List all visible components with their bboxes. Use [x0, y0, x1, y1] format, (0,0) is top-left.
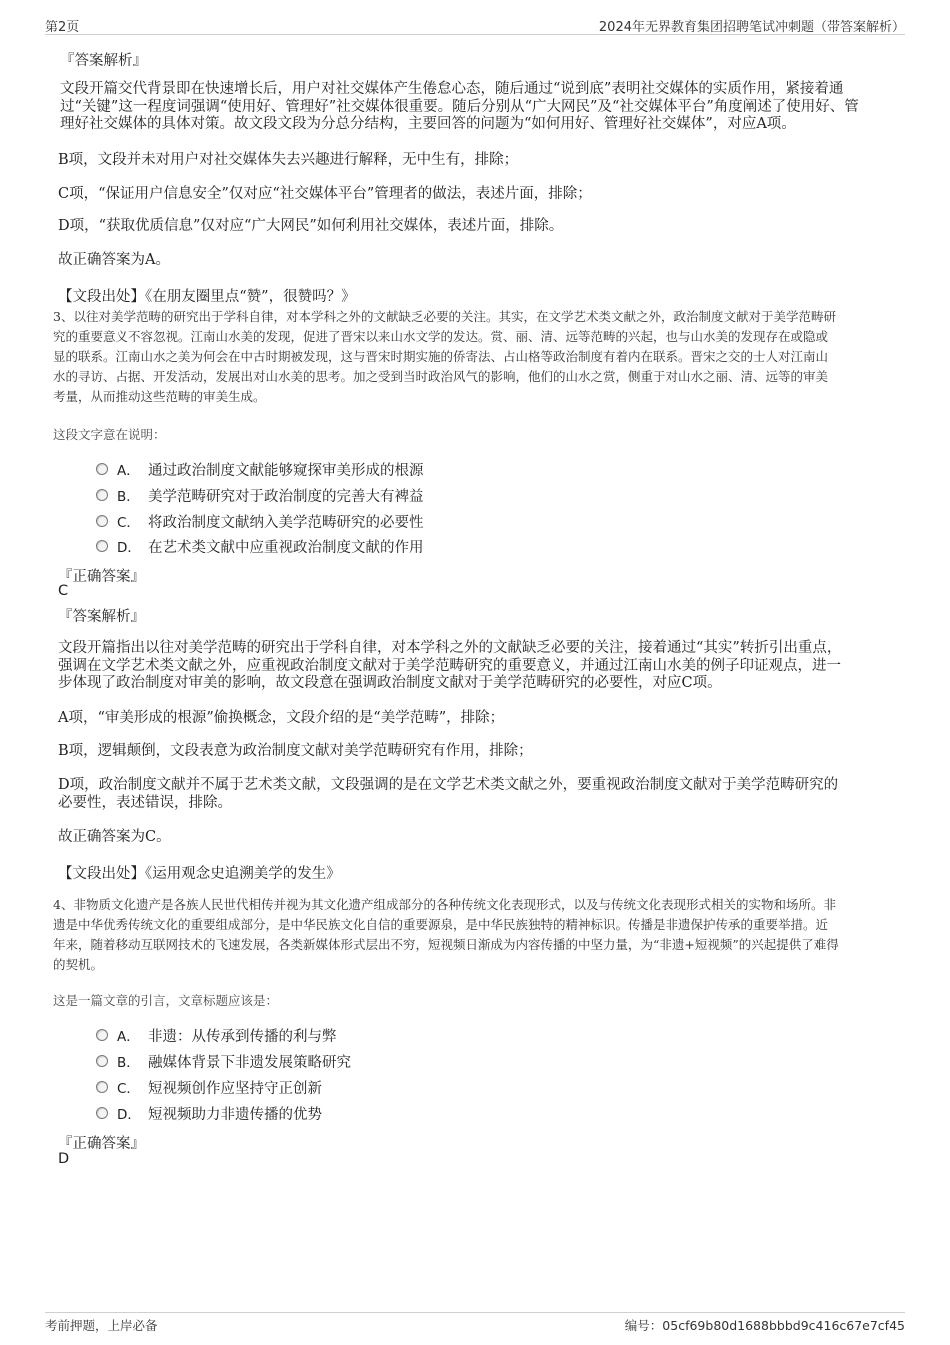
- q3-option-a[interactable]: [96, 459, 424, 479]
- document-title: 2024年无界教育集团招聘笔试冲刺题（带答案解析）: [598, 20, 905, 35]
- q4-option-a[interactable]: [96, 1025, 337, 1045]
- radio-button-icon[interactable]: [96, 1107, 108, 1119]
- q3-analysis-line: 文段开篇指出以往对美学范畴的研究出于学科自律，对本学科之外的文献缺乏必要的关注，接着通过“其实”转折引出重点，: [58, 640, 842, 656]
- option-text: 融媒体背景下非遗发展策略研究: [148, 1054, 351, 1071]
- q3-option-b-analysis: B项，逻辑颠倒，文段表意为政治制度文献对美学范畴研究有作用，排除；: [58, 743, 533, 759]
- q3-option-d-line: D项，政治制度文献并不属于艺术类文献，文段强调的是在文学艺术类文献之外，要重视政治制度文献对于美学范畴研究的: [58, 777, 839, 793]
- q3-option-c[interactable]: [96, 511, 424, 531]
- option-text: 短视频创作应坚持守正创新: [148, 1080, 322, 1097]
- q3-option-b[interactable]: [96, 485, 424, 505]
- q2-source: 【文段出处】《在朋友圈里点“赞”，很赞吗？》: [58, 289, 356, 305]
- q2-conclusion: 故正确答案为A。: [58, 252, 170, 268]
- q4-text-line: 年来，随着移动互联网技术的飞速发展，各类新媒体形式层出不穷，短视频日渐成为内容传播的中坚力量，为“非遗+短视频”的兴起提供了难得: [53, 937, 839, 952]
- radio-button-icon[interactable]: [96, 540, 108, 552]
- q4-question-text: [53, 895, 893, 975]
- q3-text-line: 3、以往对美学范畴的研究出于学科自律，对本学科之外的文献缺乏必要的关注。其实，在文学艺术类文献之外，政治制度文献对于美学范畴研: [53, 309, 836, 324]
- document-code-label: 编号：: [624, 1318, 663, 1333]
- q3-text-line: 考量，从而推动这些范畴的审美生成。: [53, 389, 266, 404]
- q3-analysis-paragraph: [58, 640, 888, 693]
- q3-analysis-line: 步体现了政治制度对审美的影响，故文段意在强调政治制度文献对于美学范畴研究的必要性，对应C项。: [58, 675, 722, 691]
- q3-prompt: 这段文字意在说明：: [53, 427, 166, 442]
- q2-option-b-analysis: B项，文段并未对用户对社交媒体失去兴趣进行解释，无中生有，排除；: [58, 152, 519, 168]
- q3-option-d-analysis: [58, 777, 888, 812]
- option-letter: C．: [117, 1081, 140, 1097]
- q3-conclusion: 故正确答案为C。: [58, 829, 171, 845]
- q2-option-d-analysis: D项，“获取优质信息”仅对应“广大网民”如何利用社交媒体，表述片面，排除。: [58, 218, 564, 234]
- q4-answer-label: 『正确答案』: [58, 1136, 145, 1152]
- radio-button-icon[interactable]: [96, 489, 108, 501]
- q3-option-d-line: 必要性，表述错误，排除。: [58, 794, 232, 811]
- option-letter: D．: [117, 540, 141, 556]
- option-letter: A．: [117, 1029, 140, 1045]
- option-text: 将政治制度文献纳入美学范畴研究的必要性: [148, 514, 424, 531]
- q3-answer-label: 『正确答案』: [58, 569, 145, 585]
- q3-text-line: 水的寻访、占据、开发活动，发展出对山水美的思考。加之受到当时政治风气的影响，他们的山水之赏，侧重于对山水之丽、清、远等的审美: [53, 369, 829, 384]
- q3-question-text: [53, 307, 893, 407]
- option-letter: A．: [117, 463, 140, 479]
- q4-option-d[interactable]: [96, 1103, 322, 1123]
- q2-analysis-label: 『答案解析』: [60, 53, 147, 69]
- option-letter: B．: [117, 1055, 140, 1071]
- option-letter: B．: [117, 489, 140, 505]
- q4-prompt: 这是一篇文章的引言，文章标题应该是：: [53, 993, 279, 1008]
- option-text: 非遗：从传承到传播的利与弊: [148, 1028, 337, 1045]
- q4-text-line: 遗是中华优秀传统文化的重要组成部分，是中华民族文化自信的重要源泉，是中华民族独特的精神标识。传播是非遗保护传承的重要举措。近: [53, 917, 829, 932]
- option-text: 通过政治制度文献能够窥探审美形成的根源: [148, 462, 424, 479]
- q4-text-line: 的契机。: [53, 957, 104, 972]
- q4-answer-value: D: [58, 1151, 70, 1167]
- radio-button-icon[interactable]: [96, 515, 108, 527]
- radio-button-icon[interactable]: [96, 463, 108, 475]
- page-header: [45, 14, 905, 35]
- q3-option-d[interactable]: [96, 536, 424, 556]
- radio-button-icon[interactable]: [96, 1081, 108, 1093]
- q4-option-b[interactable]: [96, 1051, 351, 1071]
- radio-button-icon[interactable]: [96, 1029, 108, 1041]
- q3-text-line: 究的重要意义不容忽视。江南山水美的发现，促进了晋宋以来山水文学的发达。赏、丽、清、远等范畴的兴起，也与山水美的发现存在或隐或: [53, 329, 829, 344]
- q2-option-c-analysis: C项，“保证用户信息安全”仅对应“社交媒体平台”管理者的做法，表述片面，排除；: [58, 186, 592, 202]
- q3-analysis-label: 『答案解析』: [58, 609, 145, 625]
- q4-text-line: 4、非物质文化遗产是各族人民世代相传并视为其文化遗产组成部分的各种传统文化表现形式，以及与传统文化表现形式相关的实物和场所。非: [53, 897, 836, 912]
- q3-answer-value: C: [58, 583, 69, 599]
- q3-analysis-line: 强调在文学艺术类文献之外，应重视政治制度文献对于美学范畴研究的重要意义，并通过江南山水美的例子印证观点，进一: [58, 657, 841, 674]
- q2-analysis-paragraph: [60, 81, 890, 134]
- q2-analysis-line: 文段开篇交代背景即在快速增长后，用户对社交媒体产生倦怠心态，随后通过“说到底”表明社交媒体的实质作用，紧接着通: [60, 81, 844, 97]
- page-number: 第2页: [45, 20, 80, 35]
- q3-option-a-analysis: A项，“审美形成的根源”偷换概念，文段介绍的是“美学范畴”，排除；: [58, 710, 505, 726]
- option-letter: D．: [117, 1107, 141, 1123]
- q3-text-line: 显的联系。江南山水之美为何会在中古时期被发现，这与晋宋时期实施的侨寄法、占山格等政治制度有着内在联系。晋宋之交的士人对江南山: [53, 349, 829, 364]
- radio-button-icon[interactable]: [96, 1055, 108, 1067]
- q2-analysis-line: 过“关键”这一程度词强调“使用好、管理好”社交媒体很重要。随后分别从“广大网民”及“社交媒体平台”角度阐述了使用好、管: [60, 98, 859, 115]
- q3-source: 【文段出处】《运用观念史追溯美学的发生》: [58, 866, 341, 882]
- option-text: 美学范畴研究对于政治制度的完善大有裨益: [148, 488, 424, 505]
- document-code: [625, 1316, 905, 1334]
- document-code-value: 05cf69b80d1688bbbd9c416c67e7cf45: [662, 1318, 905, 1333]
- q2-analysis-line: 理好社交媒体的具体对策。故文段文段为分总分结构，主要回答的问题为“如何用好、管理好社交媒体”，对应A项。: [60, 116, 796, 132]
- option-text: 短视频助力非遗传播的优势: [148, 1106, 322, 1123]
- option-text: 在艺术类文献中应重视政治制度文献的作用: [148, 539, 424, 556]
- q4-option-c[interactable]: [96, 1077, 322, 1097]
- option-letter: C．: [117, 515, 140, 531]
- footer-slogan: 考前押题，上岸必备: [45, 1318, 158, 1333]
- page-footer: [45, 1312, 905, 1335]
